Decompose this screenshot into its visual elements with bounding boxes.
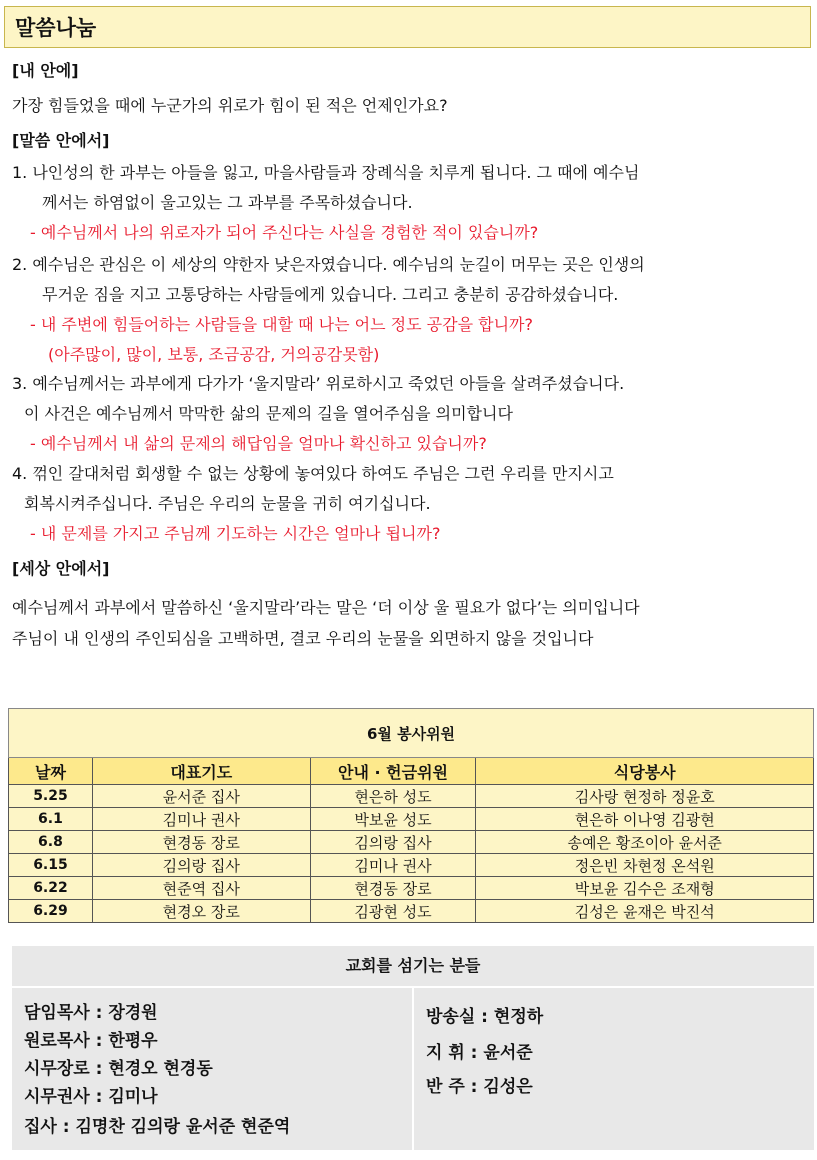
item-line: 이 사건은 예수님께서 막막한 삶의 문제의 길을 열어주심을 의미합니다 (24, 404, 513, 423)
cell-date: 6.15 (9, 854, 93, 877)
column-header-date: 날짜 (9, 758, 93, 785)
table-row (9, 854, 814, 877)
item-question: - 예수님께서 내 삶의 문제의 해답임을 얼마나 확신하고 있습니까? (30, 434, 487, 453)
staff-entry: 지 휘 : 윤서준 (426, 1043, 533, 1063)
item-line: 2. 예수님은 관심은 이 세상의 약한자 낮은자였습니다. 예수님의 눈길이 머무는 곳은 인생의 (12, 255, 645, 274)
cell-prayer: 현경오 장로 (92, 900, 310, 923)
cell-prayer: 김미나 권사 (92, 808, 310, 831)
column-header-kitchen: 식당봉사 (476, 758, 814, 785)
table-row (9, 785, 814, 808)
service-table-caption: 6월 봉사위원 (9, 709, 814, 758)
cell-kitchen: 송예은 황조이아 윤서준 (476, 831, 814, 854)
staff-left-column (12, 988, 414, 1150)
cell-usher: 현은하 성도 (310, 785, 476, 808)
staff-entry: 원로목사 : 한평우 (24, 1031, 158, 1051)
cell-prayer: 현경동 장로 (92, 831, 310, 854)
cell-kitchen: 김성은 윤재은 박진석 (476, 900, 814, 923)
inside-me-question: 가장 힘들었을 때에 누군가의 위로가 힘이 된 적은 언제인가요? (12, 96, 448, 115)
table-row (9, 831, 814, 854)
table-row (9, 877, 814, 900)
item-line: 회복시켜주십니다. 주님은 우리의 눈물을 귀히 여기십니다. (24, 494, 431, 513)
cell-date: 6.1 (9, 808, 93, 831)
staff-entry: 집사 : 김명찬 김의랑 윤서준 현준역 (24, 1117, 291, 1137)
item-question: - 내 주변에 힘들어하는 사람들을 대할 때 나는 어느 정도 공감을 합니까? (30, 315, 533, 334)
discussion-item-4 (12, 459, 807, 549)
section-heading-in-world: [세상 안에서] (12, 559, 110, 578)
section-heading-inside-me: [내 안에] (12, 61, 79, 80)
cell-usher: 김미나 권사 (310, 854, 476, 877)
item-line: 무거운 짐을 지고 고통당하는 사람들에게 있습니다. 그리고 충분히 공감하셨습니다. (42, 285, 619, 304)
cell-kitchen: 현은하 이나영 김광현 (476, 808, 814, 831)
column-header-usher: 안내 · 헌금위원 (310, 758, 476, 785)
discussion-item-3 (12, 369, 807, 459)
staff-right-column (414, 988, 814, 1150)
cell-usher: 김의랑 집사 (310, 831, 476, 854)
cell-usher: 김광현 성도 (310, 900, 476, 923)
item-line: 1. 나인성의 한 과부는 아들을 잃고, 마을사람들과 장례식을 치루게 됩니다. 그 때에 예수님 (12, 163, 640, 182)
cell-date: 5.25 (9, 785, 93, 808)
item-question: - 내 문제를 가지고 주님께 기도하는 시간은 얼마나 됩니까? (30, 524, 441, 543)
discussion-item-2 (12, 250, 807, 370)
staff-title: 교회를 섬기는 분들 (12, 946, 814, 988)
service-table-header (9, 758, 814, 785)
staff-entry: 반 주 : 김성은 (426, 1077, 533, 1097)
item-question-options: (아주많이, 많이, 보통, 조금공감, 거의공감못함) (48, 345, 380, 364)
discussion-item-1 (12, 158, 807, 248)
cell-date: 6.22 (9, 877, 93, 900)
staff-entry: 시무권사 : 김미나 (24, 1087, 158, 1107)
item-question: - 예수님께서 나의 위로자가 되어 주신다는 사실을 경험한 적이 있습니까? (30, 223, 539, 242)
item-line: 4. 꺾인 갈대처럼 회생할 수 없는 상황에 놓여있다 하여도 주님은 그런 우리를 만지시고 (12, 464, 614, 483)
column-header-prayer: 대표기도 (92, 758, 310, 785)
page-title-bar (4, 6, 811, 48)
cell-prayer: 현준역 집사 (92, 877, 310, 900)
world-line: 주님이 내 인생의 주인되심을 고백하면, 결코 우리의 눈물을 외면하지 않을 것입니다 (12, 629, 594, 648)
cell-kitchen: 김사랑 현정하 정윤호 (476, 785, 814, 808)
item-line: 께서는 하염없이 울고있는 그 과부를 주목하셨습니다. (42, 193, 413, 212)
item-line: 3. 예수님께서는 과부에게 다가가 ‘울지말라’ 위로하시고 죽었던 아들을 살려주셨습니다. (12, 374, 625, 393)
cell-date: 6.8 (9, 831, 93, 854)
page-title: 말씀나눔 (15, 16, 97, 40)
cell-kitchen: 정은빈 차현정 온석원 (476, 854, 814, 877)
section-heading-in-word: [말씀 안에서] (12, 131, 110, 150)
cell-usher: 현경동 장로 (310, 877, 476, 900)
staff-entry: 방송실 : 현정하 (426, 1007, 544, 1027)
table-row (9, 808, 814, 831)
staff-entry: 시무장로 : 현경오 현경동 (24, 1059, 213, 1079)
table-row (9, 900, 814, 923)
cell-usher: 박보윤 성도 (310, 808, 476, 831)
staff-box (12, 946, 814, 1150)
cell-prayer: 윤서준 집사 (92, 785, 310, 808)
cell-prayer: 김의랑 집사 (92, 854, 310, 877)
staff-entry: 담임목사 : 장경원 (24, 1003, 158, 1023)
world-line: 예수님께서 과부에서 말씀하신 ‘울지말라’라는 말은 ‘더 이상 울 필요가 없다’는 의미입니다 (12, 598, 640, 617)
service-table (8, 708, 814, 923)
cell-date: 6.29 (9, 900, 93, 923)
cell-kitchen: 박보윤 김수은 조재형 (476, 877, 814, 900)
